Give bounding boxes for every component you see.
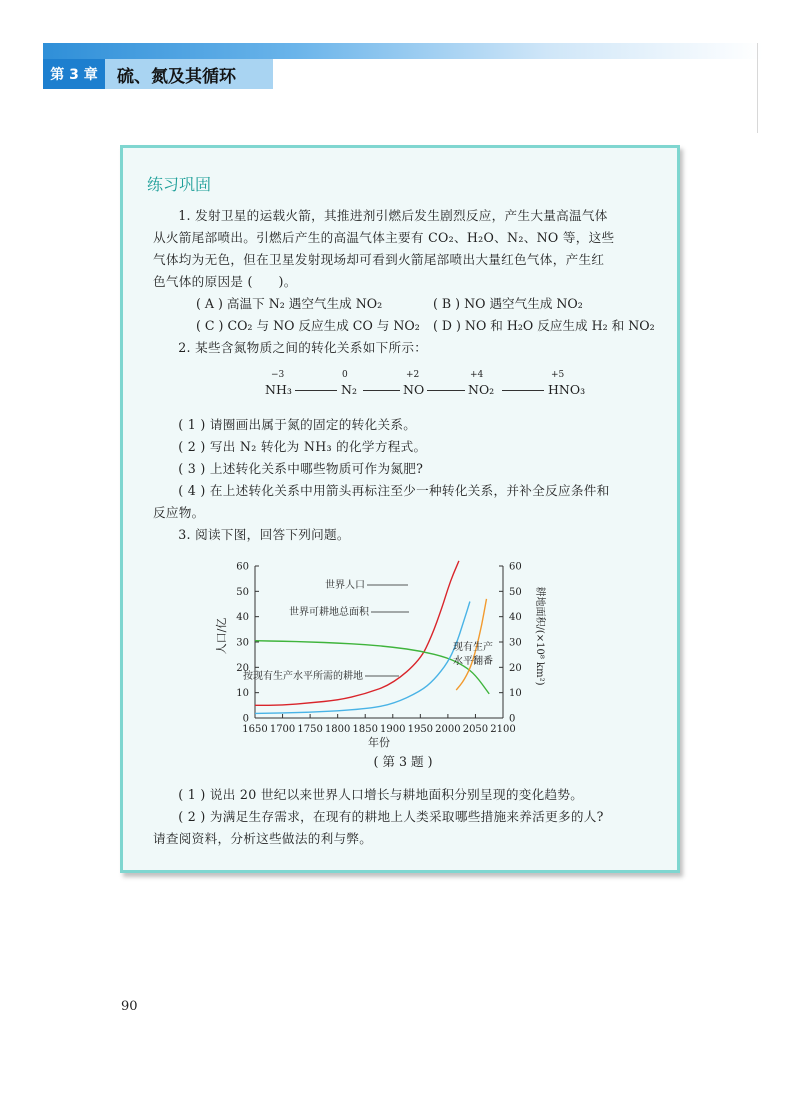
x-tick-label: 2050	[462, 724, 489, 735]
option-c: ( C ) CO₂ 与 NO 反应生成 CO 与 NO₂	[196, 318, 420, 333]
chapter-header	[43, 59, 273, 89]
link-line	[363, 390, 400, 391]
option-d: ( D ) NO 和 H₂O 反应生成 H₂ 和 NO₂	[433, 318, 655, 333]
link-line	[502, 390, 544, 391]
q2-stem-text: 2. 某些含氮物质之间的转化关系如下所示：	[178, 340, 428, 355]
y-axis-label-left: 人口/亿	[215, 617, 228, 655]
chart-annotation: 水平翻番	[453, 656, 493, 667]
question-1-stem	[153, 205, 658, 293]
chart-annotation: 世界可耕地总面积	[289, 607, 369, 618]
species-nh3: NH₃	[265, 382, 292, 397]
q3-sub-2: ( 2 ) 为满足生存需求，在现有的耕地上人类采取哪些措施来养活更多的人?	[178, 809, 604, 824]
link-line	[427, 390, 465, 391]
chart-axes	[215, 562, 547, 750]
q1-line: 从火箭尾部喷出。引燃后产生的高温气体主要有 CO₂、H₂O、N₂、NO 等，这些	[153, 230, 615, 245]
question-3-subquestions	[153, 784, 658, 850]
y-tick-label-right: 40	[509, 612, 522, 624]
x-tick-label: 1700	[269, 724, 296, 735]
q1-line: 色气体的原因是 ( )。	[153, 274, 297, 289]
x-tick-label: 2000	[435, 724, 461, 735]
y-tick-label-left: 50	[236, 586, 249, 598]
chapter-title: 硫、氮及其循环	[105, 59, 273, 89]
ox-state-n2: 0	[342, 370, 348, 380]
y-tick-label-right: 30	[509, 637, 522, 649]
species-hno3: HNO₃	[548, 382, 586, 397]
page-number: 90	[121, 999, 138, 1014]
q2-sub-1: ( 1 ) 请圈画出属于氮的固定的转化关系。	[178, 417, 417, 432]
population-farmland-chart	[203, 554, 583, 754]
x-tick-label: 1900	[380, 724, 406, 735]
chart-labels	[243, 578, 493, 682]
question-3-stem: 3. 阅读下图，回答下列问题。	[178, 527, 350, 542]
x-tick-label: 2100	[490, 724, 516, 735]
figure-caption: ( 第 3 题 )	[373, 754, 433, 769]
x-tick-label: 1800	[324, 724, 351, 735]
ox-state-no2: +4	[470, 370, 484, 380]
y-tick-label-left: 30	[236, 637, 249, 649]
chart-annotation: 现有生产	[453, 642, 493, 653]
ox-state-nh3: −3	[271, 370, 285, 380]
page-edge-rule	[757, 43, 758, 133]
ox-state-hno3: +5	[551, 370, 565, 380]
y-tick-label-left: 60	[236, 561, 249, 573]
chart-series	[255, 561, 489, 714]
x-tick-label: 1750	[297, 724, 323, 735]
species-no2: NO₂	[468, 382, 495, 397]
y-tick-label-left: 10	[236, 688, 249, 700]
q1-line: 1. 发射卫星的运载火箭，其推进剂引燃后发生剧烈反应，产生大量高温气体	[178, 208, 608, 223]
q2-sub-4-cont: 反应物。	[153, 505, 205, 520]
chart-annotation: 世界人口	[325, 580, 365, 591]
header-band	[43, 43, 763, 59]
question-2-stem	[153, 337, 658, 359]
q3-sub-1: ( 1 ) 说出 20 世纪以来世界人口增长与耕地面积分别呈现的变化趋势。	[178, 787, 584, 802]
x-tick-label: 1950	[407, 724, 434, 735]
option-b: ( B ) NO 遇空气生成 NO₂	[433, 296, 583, 311]
x-tick-label: 1650	[242, 724, 268, 735]
species-n2: N₂	[341, 382, 357, 397]
q1-line: 气体均为无色，但在卫星发射现场却可看到火箭尾部喷出大量红色气体，产生红	[153, 252, 605, 267]
y-axis-label-right: 耕地面积/(×10⁸ km²)	[534, 586, 545, 686]
y-tick-label-left: 20	[236, 662, 249, 674]
y-tick-label-left: 0	[242, 713, 249, 725]
y-tick-label-right: 0	[509, 713, 516, 725]
y-tick-label-right: 60	[509, 561, 522, 573]
option-a: ( A ) 高温下 N₂ 遇空气生成 NO₂	[196, 296, 383, 311]
q2-sub-3: ( 3 ) 上述转化关系中哪些物质可作为氮肥?	[178, 461, 424, 476]
link-line	[295, 390, 337, 391]
y-tick-label-left: 40	[236, 612, 249, 624]
chapter-tag: 第 3 章	[43, 59, 105, 89]
x-tick-label: 1850	[352, 724, 378, 735]
nitrogen-conversion-chain	[265, 370, 585, 404]
q2-sub-2: ( 2 ) 写出 N₂ 转化为 NH₃ 的化学方程式。	[178, 439, 427, 454]
ox-state-no: +2	[406, 370, 420, 380]
exercise-box	[120, 145, 680, 873]
exercise-box-title: 练习巩固	[147, 175, 212, 194]
y-tick-label-right: 20	[509, 662, 522, 674]
question-1-options	[196, 293, 666, 337]
q3-sub-2-cont: 请查阅资料，分析这些做法的利与弊。	[153, 831, 373, 846]
q2-sub-4: ( 4 ) 在上述转化关系中用箭头再标注至少一种转化关系，并补全反应条件和	[178, 483, 610, 498]
y-tick-label-right: 10	[509, 688, 522, 700]
species-no: NO	[403, 382, 425, 397]
chart-annotation: 按现有生产水平所需的耕地	[243, 671, 363, 682]
y-tick-label-right: 50	[509, 586, 522, 598]
x-axis-label: 年份	[368, 736, 390, 749]
question-2-subquestions	[153, 414, 658, 546]
